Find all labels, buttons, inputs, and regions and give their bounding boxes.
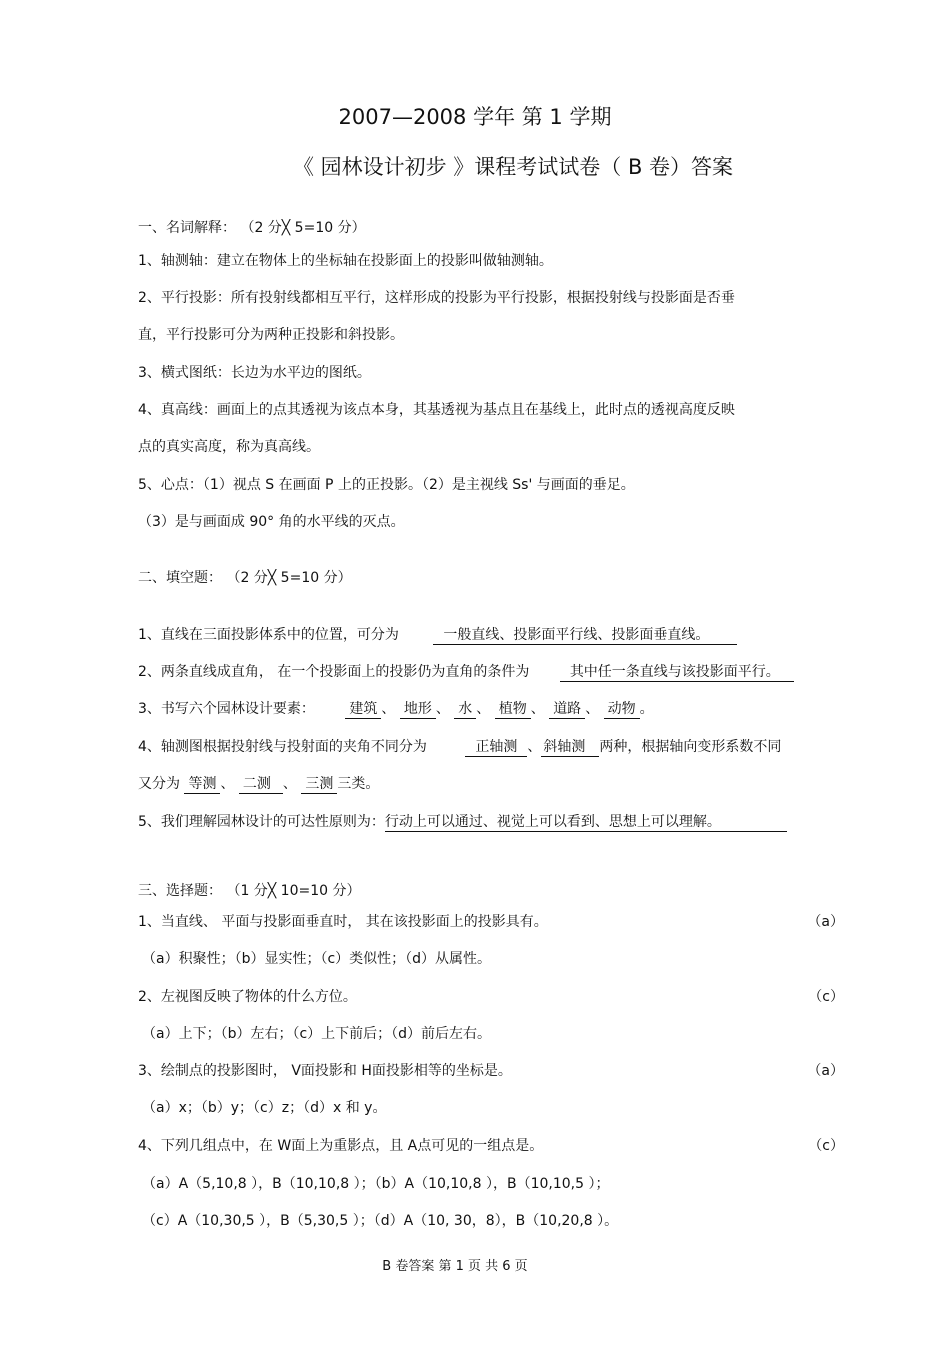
s3-q4-answer: （c） (808, 1138, 844, 1154)
s2-q3-answer-1: 建筑 (345, 701, 381, 719)
s2-q3-answer-4: 植物 (495, 701, 531, 719)
s1-item-5-cont: （3）是与画面成 90° 角的水平线的灭点。 (138, 514, 405, 530)
s2-q4-suffix: 两种，根据轴向变形系数不同 (599, 739, 782, 755)
s2-q3 (138, 700, 654, 719)
s1-item-4-cont: 点的真实高度，称为真高线。 (138, 439, 320, 455)
s3-q3-answer: （a） (807, 1063, 844, 1079)
s2-q3-sep: 、 (530, 701, 545, 717)
s2-q4-cont (138, 775, 379, 794)
s2-q4-sep: 、 (527, 739, 542, 755)
exam-title-year: 2007—2008 学年 第 1 学期 (338, 105, 612, 129)
s3-q1-options: （a）积聚性；（b）显实性；（c）类似性；（d）从属性。 (142, 951, 492, 967)
s3-q4-options-1: （a）A（5,10,8 ），B（10,10,8 ）；（b）A（10,10,8 ），B（10,10,5 ）； (142, 1176, 610, 1192)
s2-q3-sep: 、 (435, 701, 450, 717)
s3-q2-options: （a）上下；（b）左右；（c）上下前后；（d）前后左右。 (142, 1026, 492, 1042)
s2-q3-text: 3、书写六个园林设计要素： (138, 701, 315, 717)
s2-q1-text: 1、直线在三面投影体系中的位置，可分为 (138, 627, 399, 643)
s3-q3: 3、绘制点的投影图时， V面投影和 H面投影相等的坐标是。 (138, 1063, 512, 1079)
s2-q4-answer-2: 斜轴测 (541, 739, 599, 757)
s1-item-2-cont: 直，平行投影可分为两种正投影和斜投影。 (138, 327, 404, 343)
s2-q4b-answer-3: 三测 (301, 776, 337, 794)
s2-q3-answer-6: 动物 (604, 701, 640, 719)
s3-q2: 2、左视图反映了物体的什么方位。 (138, 989, 357, 1005)
s1-item-5: 5、心点：（1）视点 S 在画面 P 上的正投影。（2）是主视线 Ss' 与画面的垂足。 (138, 477, 635, 493)
s1-item-1: 1、轴测轴：建立在物体上的坐标轴在投影面上的投影叫做轴测轴。 (138, 253, 553, 269)
s2-q3-answer-5: 道路 (549, 701, 585, 719)
s2-q1 (138, 626, 737, 645)
s2-q2-answer: 其中任一条直线与该投影面平行。 (560, 664, 794, 682)
section-3-heading: 三、选择题： （1 分╳ 10=10 分） (138, 883, 361, 899)
s2-q3-answer-2: 地形 (400, 701, 436, 719)
s2-q3-end: 。 (639, 701, 654, 717)
s2-q5-answer: 行动上可以通过、视觉上可以看到、思想上可以理解。 (385, 814, 787, 832)
s2-q4b-sep: 、 (282, 776, 297, 792)
s3-q4: 4、下列几组点中，在 W面上为重影点，且 A点可见的一组点是。 (138, 1138, 544, 1154)
s2-q4b-answer-1: 等测 (184, 776, 220, 794)
s3-q1: 1、当直线、 平面与投影面垂直时， 其在该投影面上的投影具有。 (138, 914, 548, 930)
s3-q2-answer: （c） (808, 989, 844, 1005)
s2-q3-sep: 、 (381, 701, 396, 717)
s2-q2 (138, 663, 794, 682)
s3-q3-options: （a）x；（b）y；（c）z；（d）x 和 y。 (142, 1100, 387, 1116)
page-footer: B 卷答案 第 1 页 共 6 页 (382, 1259, 528, 1274)
s3-q1-answer: （a） (807, 914, 844, 930)
s3-q4-options-2: （c）A（10,30,5 ），B（5,30,5 ）；（d）A（10, 30，8），B（10,20,8 ）。 (142, 1213, 619, 1229)
exam-title-course: 《 园林设计初步 》课程考试试卷（ B 卷）答案 (292, 155, 734, 179)
s2-q3-sep: 、 (585, 701, 600, 717)
s2-q5 (138, 813, 787, 832)
s2-q4-text: 4、轴测图根据投射线与投射面的夹角不同分为 (138, 739, 427, 755)
s1-item-2: 2、平行投影：所有投射线都相互平行，这样形成的投影为平行投影，根据投射线与投影面是否垂 (138, 290, 735, 306)
s2-q4 (138, 738, 781, 757)
s2-q4b-suffix: 三类。 (337, 776, 380, 792)
s2-q3-sep: 、 (476, 701, 491, 717)
section-2-heading: 二、填空题： （2 分╳ 5=10 分） (138, 570, 352, 586)
s2-q5-text: 5、我们理解园林设计的可达性原则为： (138, 814, 385, 830)
s2-q1-answer: 一般直线、投影面平行线、投影面垂直线。 (433, 627, 737, 645)
s2-q4-answer-1: 正轴测 (465, 739, 527, 757)
s1-item-4: 4、真高线：画面上的点其透视为该点本身，其基透视为基点且在基线上，此时点的透视高度反映 (138, 402, 735, 418)
s2-q4b-text: 又分为 (138, 776, 180, 792)
s2-q4b-sep: 、 (220, 776, 235, 792)
section-1-heading: 一、名词解释： （2 分╳ 5=10 分） (138, 220, 366, 236)
s1-item-3: 3、横式图纸：长边为水平边的图纸。 (138, 365, 371, 381)
s2-q2-text: 2、两条直线成直角， 在一个投影面上的投影仍为直角的条件为 (138, 664, 530, 680)
s2-q3-answer-3: 水 (454, 701, 476, 719)
s2-q4b-answer-2: 二测 (239, 776, 283, 794)
